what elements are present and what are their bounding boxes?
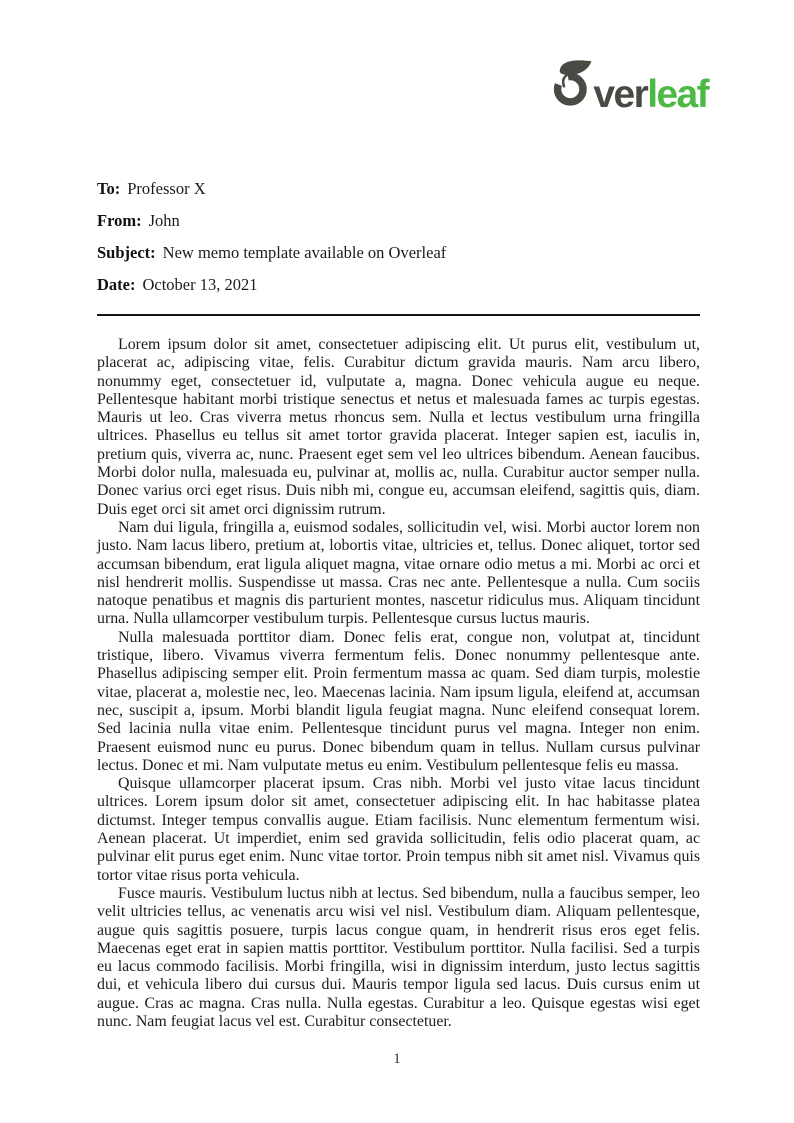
body-paragraph: Nam dui ligula, fringilla a, euismod sodales, sollicitudin vel, wisi. Morbi auctor lorem non justo. Nam lacus libero, pretium at, lobortis vitae, ultricies et, tellus. Donec aliquet, tortor sed accumsan bibendum, erat ligula aliquet magna, vitae ornare odio metus a mi. Morbi ac orci et nisl hendrerit mollis. Suspendisse ut massa. Cras nec ante. Pellentesque a nulla. Cum sociis natoque penatibus et magnis dis parturient montes, nascetur ridiculus mus. Aliquam tincidunt urna. Nulla ullamcorper vestibulum turpis. Pellentesque cursus luctus mauris. (97, 518, 700, 628)
memo-body (97, 336, 700, 1031)
overleaf-logo (552, 57, 708, 114)
memo-field-to (97, 179, 700, 211)
memo-field-label: Subject: (97, 243, 156, 262)
body-paragraph: Nulla malesuada porttitor diam. Donec felis erat, congue non, volutpat at, tincidunt tristique, libero. Vivamus viverra fermentum felis. Donec nonummy pellentesque ante. Phasellus adipiscing semper elit. Proin fermentum massa ac quam. Sed diam turpis, molestie vitae, placerat a, molestie nec, leo. Maecenas lacinia. Nam ipsum ligula, eleifend at, accumsan nec, suscipit a, ipsum. Morbi blandit ligula feugiat magna. Nunc eleifend consequat lorem. Sed lacinia nulla vitae enim. Pellentesque tincidunt purus vel magna. Integer non enim. Praesent euismod nunc eu purus. Donec bibendum quam in tellus. Nullam cursus pulvinar lectus. Donec et mi. Nam vulputate metus eu enim. Vestibulum pellentesque felis eu massa. (97, 628, 700, 774)
overleaf-o-leaf-icon (552, 57, 592, 107)
logo-text-dark: ver (593, 73, 648, 116)
page-number: 1 (393, 1051, 401, 1067)
memo-field-value: October 13, 2021 (142, 275, 258, 294)
memo-field-date (97, 275, 700, 307)
memo-field-value: John (148, 211, 180, 230)
body-paragraph: Quisque ullamcorper placerat ipsum. Cras nibh. Morbi vel justo vitae lacus tincidunt ultrices. Lorem ipsum dolor sit amet, consectetuer adipiscing elit. In hac habitasse platea dictumst. Integer tempus convallis augue. Etiam facilisis. Nunc elementum fermentum wisi. Aenean placerat. Ut imperdiet, enim sed gravida sollicitudin, felis odio placerat quam, ac pulvinar elit purus eget enim. Nunc vitae tortor. Proin tempus nibh sit amet nisl. Vivamus quis tortor vitae risus porta vehicula. (97, 775, 700, 884)
logo-text-green: leaf (647, 73, 708, 116)
memo-field-from (97, 211, 700, 243)
body-paragraph: Lorem ipsum dolor sit amet, consectetuer adipiscing elit. Ut purus elit, vestibulum ut, placerat ac, adipiscing vitae, felis. Curabitur dictum gravida mauris. Nam arcu libero, nonummy eget, consectetuer id, vulputate a, magna. Donec vehicula augue eu neque. Pellentesque habitant morbi tristique senectus et netus et malesuada fames ac turpis egestas. Mauris ut leo. Cras viverra metus rhoncus sem. Nulla et lectus vestibulum urna fringilla ultrices. Phasellus eu tellus sit amet tortor gravida placerat. Integer sapien est, iaculis in, pretium quis, viverra ac, nunc. Praesent eget sem vel leo ultrices bibendum. Aenean faucibus. Morbi dolor nulla, malesuada eu, pulvinar at, mollis ac, nulla. Curabitur auctor semper nulla. Donec varius orci eget risus. Duis nibh mi, congue eu, accumsan eleifend, sagittis quis, diam. Duis eget orci sit amet orci dignissim rutrum. (97, 336, 700, 518)
memo-field-label: From: (97, 211, 142, 230)
memo-field-value: Professor X (127, 179, 206, 198)
memo-field-value: New memo template available on Overleaf (162, 243, 447, 262)
memo-header (97, 179, 700, 307)
body-paragraph: Fusce mauris. Vestibulum luctus nibh at lectus. Sed bibendum, nulla a faucibus semper, leo velit ultricies tellus, ac venenatis arcu wisi vel nisl. Vestibulum diam. Aliquam pellentesque, augue quis sagittis posuere, turpis lacus congue quam, in hendrerit risus eros eget felis. Maecenas eget erat in sapien mattis porttitor. Vestibulum porttitor. Nulla facilisi. Sed a turpis eu lacus commodo facilisis. Morbi fringilla, wisi in dignissim interdum, justo lectus sagittis dui, et vehicula libero dui cursus dui. Mauris tempor ligula sed lacus. Duis cursus enim ut augue. Cras ac magna. Cras nulla. Nulla egestas. Curabitur a leo. Quisque egestas wisi eget nunc. Nam feugiat lacus vel est. Curabitur consectetuer. (97, 884, 700, 1030)
memo-field-label: Date: (97, 275, 136, 294)
memo-field-subject (97, 243, 700, 275)
memo-field-label: To: (97, 179, 121, 198)
header-divider-rule (97, 314, 700, 316)
